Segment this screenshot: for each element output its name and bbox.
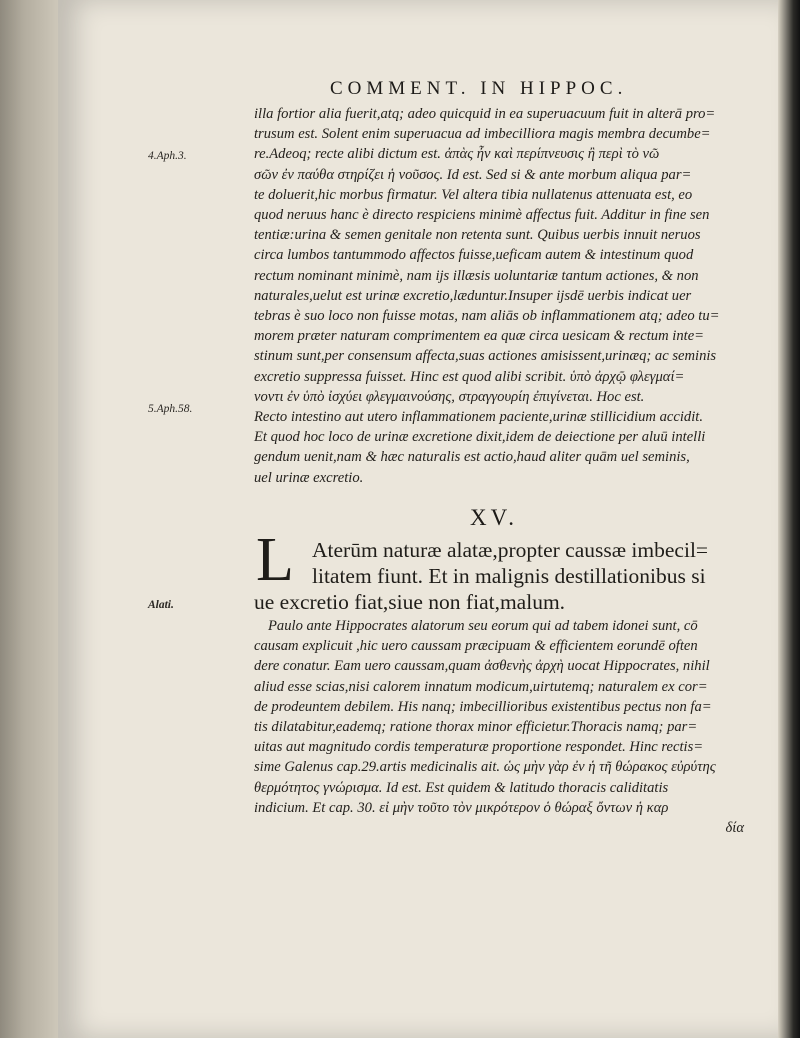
text-line: aliud esse scias,nisi calorem innatum modicum,uirtutemq; naturalem ex cor= <box>254 678 708 695</box>
text-line: trusum est. Solent enim superuacua ad imbecilliora magis membra decumbe= <box>254 126 711 143</box>
book-binding-gutter <box>0 0 60 1038</box>
text-line: illa fortior alia fuerit,atq; adeo quicquid in ea superuacuum fuit in alterā pro= <box>254 106 716 122</box>
text-line: uitas aut magnitudo cordis temperaturæ proportione respondet. Hinc rectis= <box>254 739 704 756</box>
text-line: stinum sunt,per consensum affecta,suas actiones amisissent,urinæq; ac seminis <box>254 348 717 365</box>
text-line: uel urinæ excretio. <box>254 469 364 486</box>
text-line: morem præter naturam comprimentem ea quæ circa uesicam & rectum inte= <box>254 328 705 345</box>
drop-cap-initial: L <box>256 526 294 594</box>
text-line: quod neruus hanc è directo respiciens minimè affectus fuit. Additur in fine sen <box>254 207 710 224</box>
text-line: te doluerit,hic morbus firmatur. Vel altera tibia nullatenus attenuata est, eo <box>254 186 693 203</box>
text-line: re.Adeoq; recte alibi dictum est. ἀπὰς ἦν καὶ περίπνευσις ἢ περὶ τὸ νῶ <box>254 146 660 163</box>
text-line: causam explicuit ,hic uero caussam præcipuam & efficientem eorundē often <box>254 638 698 655</box>
aphorism-line: litatem fiunt. Et in malignis destillationibus si <box>312 564 706 588</box>
text-line: naturales,uelut est urinæ excretio,læduntur.Insuper ijsdē uerbis indicat uer <box>254 287 692 304</box>
section-number: XV. <box>470 505 519 530</box>
text-line: θερμότητος γνώρισμα. Id est. Est quidem & latitudo thoracis caliditatis <box>254 779 669 796</box>
text-line: tentiæ:urina & semen genitale non retenta sunt. Quibus uerbis innuit neruos <box>254 227 701 244</box>
text-line: indicium. Et cap. 30. εἰ μὴν τοῦτο τὸν μικρότερον ὁ θώραξ ὄντων ἡ καρ <box>254 799 669 816</box>
aphorism-line: Aterūm naturæ alatæ,propter caussæ imbecil= <box>312 538 709 562</box>
text-line: νοντι ἐν ὑπὸ ἰσχύει φλεγμαινούσης, στραγγουρίη ἐπιγίνεται. Hoc est. <box>254 388 645 405</box>
page-edge-shadow <box>778 0 800 1038</box>
margin-note-keyword: Alati. <box>148 599 174 611</box>
commentary-paragraph <box>254 616 754 838</box>
running-title: COMMENT. IN HIPPOC. <box>330 78 628 99</box>
text-line: σῶν ἐν παύθα στηρίζει ἡ νοῦσος. Id est. Sed si & ante morbum aliqua par= <box>254 166 692 183</box>
text-line: Recto intestino aut utero inflammationem paciente,urinæ stillicidium accidit. <box>254 409 703 426</box>
text-line: gendum uenit,nam & hæc naturalis est actio,haud aliter quām uel seminis, <box>254 449 690 466</box>
text-line: excretio suppressa fuisset. Hinc est quod alibi scribit. ὑπὸ ἀρχῷ φλεγμαί= <box>254 368 685 385</box>
margin-note-aphorism-ref: 4.Aph.3. <box>148 150 187 162</box>
commentary-paragraph <box>254 104 754 488</box>
text-line: de prodeuntem debilem. His nanq; imbecillioribus existentibus pectus non fa= <box>254 698 712 715</box>
text-line: Et quod hoc loco de urinæ excretione dixit,idem de deiectione per aluū intelli <box>254 429 706 446</box>
aphorism-text <box>254 537 760 615</box>
margin-note-aphorism-ref: 5.Aph.58. <box>148 403 193 415</box>
aphorism-line: ue excretio fiat,siue non fiat,malum. <box>254 590 566 614</box>
text-line: sime Galenus cap.29.artis medicinalis ait. ὡς μὴν γὰρ ἐν ἡ τῆ θώρακος εὐρύτης <box>254 759 716 776</box>
text-line: tis dilatabitur,eademq; ratione thorax minor efficietur.Thoracis namq; par= <box>254 719 698 736</box>
text-line: rectum nominant minimè, nam ijs illæsis uoluntariæ tantum actiones, & non <box>254 267 699 284</box>
text-line: circa lumbos tantummodo affectos fuisse,ueficam autem & intestinum quod <box>254 247 694 264</box>
catchword: δία <box>725 820 744 837</box>
text-line: dere conatur. Eam uero caussam,quam ἀσθενὴς ἀρχὴ uocat Hippocrates, nihil <box>254 658 710 675</box>
text-line: tebras è suo loco non fuisse motas, nam aliās ob inflammationem atq; adeo tu= <box>254 308 720 325</box>
text-line: Paulo ante Hippocrates alatorum seu eorum qui ad tabem idonei sunt, cō <box>268 618 698 634</box>
